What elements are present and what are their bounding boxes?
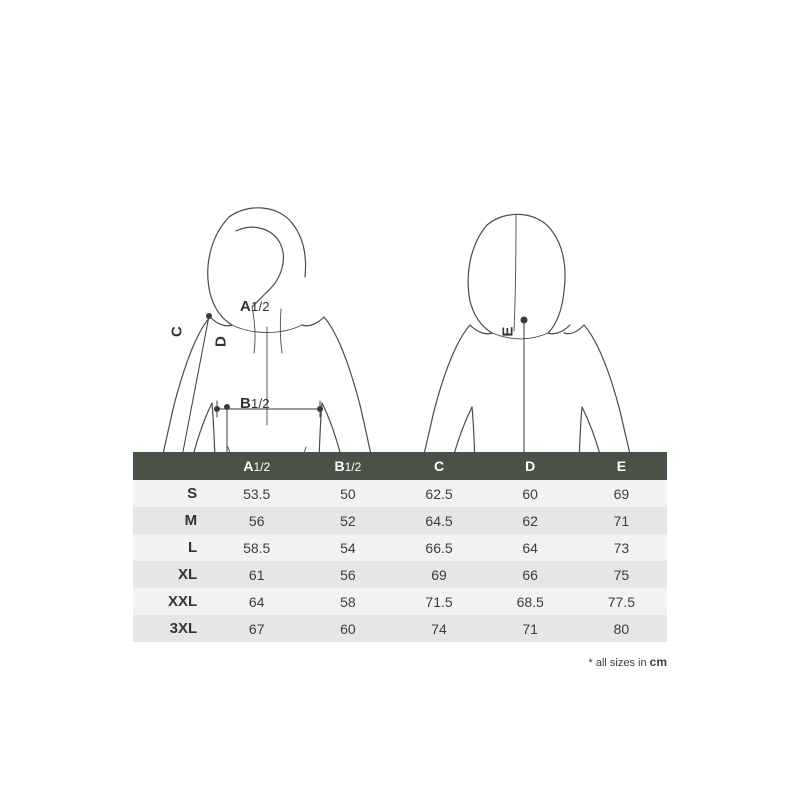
row-size-label: S — [133, 480, 211, 507]
cell-a: 67 — [211, 615, 302, 642]
dimension-label-e: E — [499, 326, 517, 337]
header-b: B1/2 — [302, 452, 393, 480]
cell-e: 77.5 — [576, 588, 667, 615]
cell-c: 66.5 — [393, 534, 484, 561]
cell-e: 80 — [576, 615, 667, 642]
header-d: D — [485, 452, 576, 480]
cell-e: 69 — [576, 480, 667, 507]
cell-d: 62 — [485, 507, 576, 534]
cell-e: 75 — [576, 561, 667, 588]
cell-a: 56 — [211, 507, 302, 534]
cell-d: 64 — [485, 534, 576, 561]
cell-b: 56 — [302, 561, 393, 588]
table-body — [133, 480, 667, 642]
unit-footnote — [133, 655, 667, 669]
table-row — [133, 480, 667, 507]
dimension-label-a: A1/2 — [240, 298, 270, 315]
cell-b: 52 — [302, 507, 393, 534]
dimension-label-b: B1/2 — [240, 395, 270, 412]
back-measurement-lines — [521, 317, 528, 456]
table-row — [133, 534, 667, 561]
row-size-label: XXL — [133, 588, 211, 615]
cell-c: 74 — [393, 615, 484, 642]
cell-c: 64.5 — [393, 507, 484, 534]
size-chart-table — [133, 452, 667, 642]
cell-d: 60 — [485, 480, 576, 507]
header-size — [133, 452, 211, 480]
cell-c: 69 — [393, 561, 484, 588]
header-a: A1/2 — [211, 452, 302, 480]
garment-diagrams — [0, 95, 800, 455]
table-header-row — [133, 452, 667, 480]
table-header — [133, 452, 667, 480]
hoodie-front-outline — [159, 208, 375, 455]
header-e: E — [576, 452, 667, 480]
row-size-label: XL — [133, 561, 211, 588]
cell-b: 50 — [302, 480, 393, 507]
cell-b: 58 — [302, 588, 393, 615]
cell-b: 60 — [302, 615, 393, 642]
cell-e: 73 — [576, 534, 667, 561]
table-row — [133, 588, 667, 615]
front-measurement-lines — [169, 313, 323, 455]
cell-a: 53.5 — [211, 480, 302, 507]
footnote-unit: cm — [649, 655, 667, 669]
cell-d: 66 — [485, 561, 576, 588]
row-size-label: 3XL — [133, 615, 211, 642]
cell-d: 71 — [485, 615, 576, 642]
cell-c: 71.5 — [393, 588, 484, 615]
garment-diagram-svg — [0, 95, 800, 455]
dimension-label-c: C — [168, 325, 186, 338]
row-size-label: L — [133, 534, 211, 561]
cell-a: 64 — [211, 588, 302, 615]
header-c: C — [393, 452, 484, 480]
footnote-text: * all sizes in — [588, 657, 650, 669]
cell-a: 58.5 — [211, 534, 302, 561]
row-size-label: M — [133, 507, 211, 534]
table-row — [133, 615, 667, 642]
cell-e: 71 — [576, 507, 667, 534]
table-row — [133, 561, 667, 588]
cell-c: 62.5 — [393, 480, 484, 507]
table-row — [133, 507, 667, 534]
dimension-label-d: D — [212, 335, 230, 348]
cell-b: 54 — [302, 534, 393, 561]
cell-a: 61 — [211, 561, 302, 588]
hoodie-back-outline — [419, 214, 635, 455]
cell-d: 68.5 — [485, 588, 576, 615]
